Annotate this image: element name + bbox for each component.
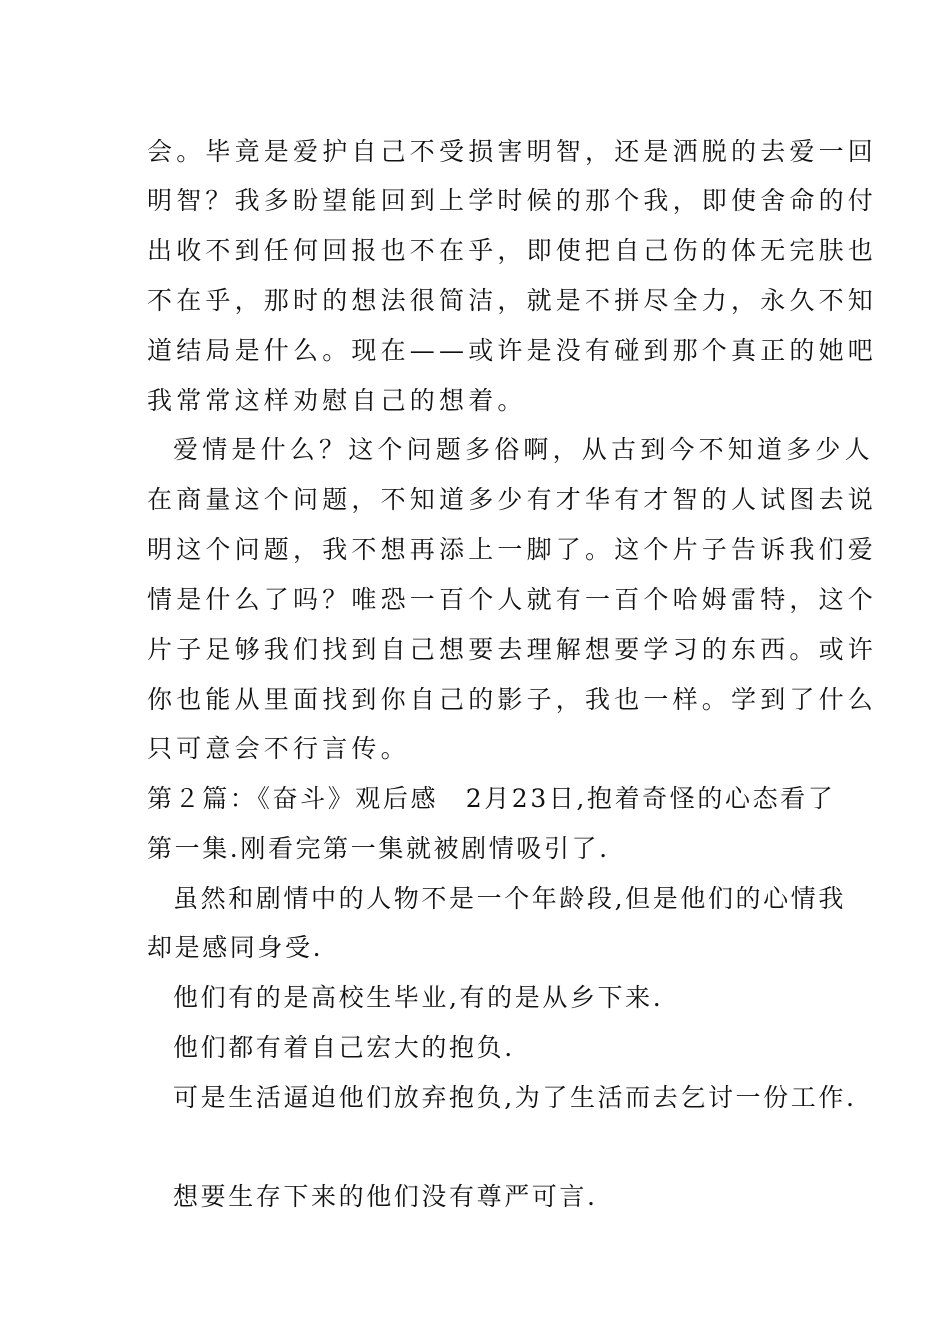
paragraph-line: 却是感同身受. [147, 933, 324, 962]
paragraph-line: 他们有的是高校生毕业,有的是从乡下来. [173, 983, 664, 1012]
paragraph-line: 只可意会不行言传。 [147, 734, 410, 763]
paragraph-line: 第一集.刚看完第一集就被剧情吸引了. [147, 834, 610, 863]
paragraph-line: 会。毕竟是爱护自己不受损害明智，还是洒脱的去爱一回 [147, 137, 878, 166]
paragraph-line: 我常常这样劝慰自己的想着。 [147, 386, 527, 415]
paragraph-line: 虽然和剧情中的人物不是一个年龄段,但是他们的心情我 [173, 884, 846, 913]
paragraph-line: 片子足够我们找到自己想要去理解想要学习的东西。或许 [147, 635, 878, 664]
paragraph-line: 爱情是什么？这个问题多俗啊，从古到今不知道多少人 [173, 435, 874, 464]
paragraph-line: 他们都有着自己宏大的抱负. [173, 1033, 515, 1062]
paragraph-line: 出收不到任何回报也不在乎，即使把自己伤的体无完肤也 [147, 236, 878, 265]
paragraph-line: 不在乎，那时的想法很简洁，就是不拼尽全力，永久不知 [147, 286, 878, 315]
paragraph-line: 可是生活逼迫他们放弃抱负,为了生活而去乞讨一份工作. [173, 1083, 857, 1112]
paragraph-line: 在商量这个问题，不知道多少有才华有才智的人试图去说 [147, 485, 878, 514]
paragraph-line: 明智？我多盼望能回到上学时候的那个我，即使舍命的付 [147, 186, 878, 215]
paragraph-line: 情是什么了吗？唯恐一百个人就有一百个哈姆雷特，这个 [147, 585, 878, 614]
paragraph-line: 你也能从里面找到你自己的影子，我也一样。学到了什么 [147, 685, 878, 714]
paragraph-line: 想要生存下来的他们没有尊严可言. [173, 1182, 598, 1211]
paragraph-line: 道结局是什么。现在——或许是没有碰到那个真正的她吧 [147, 336, 878, 365]
paragraph-line: 明这个问题，我不想再添上一脚了。这个片子告诉我们爱 [147, 535, 878, 564]
section-heading-line: 第２篇：《奋斗》观后感 2月23日,抱着奇怪的心态看了 [147, 784, 836, 813]
